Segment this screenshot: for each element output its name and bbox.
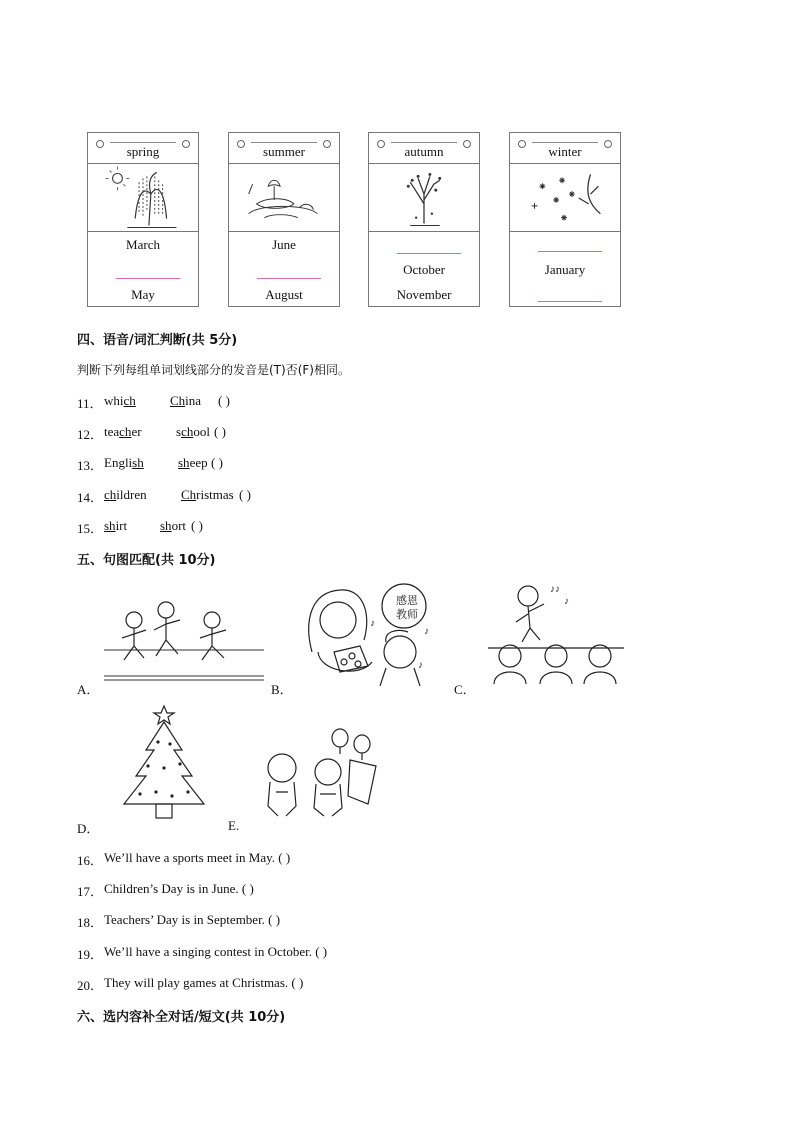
option-label-c: C． <box>454 682 476 697</box>
svg-text:♪: ♪ <box>564 596 569 607</box>
childrens-day-image <box>258 726 378 822</box>
option-label-e: E. <box>228 818 240 833</box>
sentence-text[interactable]: We’ll have a singing contest in October. ( ) <box>104 944 328 959</box>
month-first: June <box>272 237 296 252</box>
answer-blank[interactable] <box>538 251 602 252</box>
sentence-text[interactable]: They will play games at Christmas. ( ) <box>104 975 304 990</box>
card-header <box>88 133 198 164</box>
option-label-a: A． <box>77 682 100 697</box>
season-label: summer <box>263 144 305 159</box>
singing-contest-image <box>488 578 624 684</box>
answer-paren[interactable]: ( ) <box>211 455 223 470</box>
month-first: October <box>403 262 445 277</box>
teachers-day-image <box>300 582 442 686</box>
answer-paren[interactable]: ( ) <box>239 487 251 502</box>
answer-blank[interactable] <box>397 253 461 254</box>
season-label: winter <box>548 144 582 159</box>
month-first: January <box>544 262 586 277</box>
season-card-winter <box>509 132 621 307</box>
answer-blank[interactable] <box>538 301 602 302</box>
svg-text:♪: ♪ <box>424 626 429 637</box>
answer-paren[interactable]: ( ) <box>214 424 226 439</box>
answer-paren[interactable]: ( ) <box>191 518 203 533</box>
option-label-d: D． <box>77 821 100 836</box>
willow-tree-sun-icon <box>88 164 198 231</box>
christmas-tree-image <box>118 704 210 822</box>
svg-text:♪: ♪ <box>418 660 423 671</box>
answer-blank[interactable] <box>116 278 180 279</box>
answer-blank[interactable] <box>257 278 321 279</box>
svg-text:感恩: 感恩 <box>396 594 418 607</box>
instruction: 判断下列每组单词划线部分的发音是(T)否(F)相同。 <box>77 363 350 377</box>
running-children-image <box>104 598 264 682</box>
card-header <box>229 133 339 164</box>
sentence-text[interactable]: We’ll have a sports meet in May. ( ) <box>104 850 291 865</box>
svg-text:教师: 教师 <box>396 608 418 621</box>
season-card-summer <box>228 132 340 307</box>
option-label-b: B． <box>271 682 293 697</box>
sentence-text[interactable]: Teachers’ Day is in September. ( ) <box>104 912 281 927</box>
card-header <box>510 133 620 164</box>
season-label: autumn <box>404 144 444 159</box>
answer-paren[interactable]: ( ) <box>218 393 230 408</box>
section-title: 四、语音/词汇判断(共 5分) <box>77 333 238 348</box>
lotus-pond-icon <box>229 164 339 231</box>
section-title: 五、句图匹配(共 10分) <box>77 553 216 568</box>
card-header <box>369 133 479 164</box>
season-card-autumn <box>368 132 480 307</box>
sentence-text[interactable]: Children’s Day is in June. ( ) <box>104 881 254 896</box>
svg-text:♪: ♪ <box>370 618 375 629</box>
section-title: 六、选内容补全对话/短文(共 10分) <box>77 1010 286 1025</box>
svg-text:♪♪: ♪♪ <box>550 584 560 595</box>
month-last: August <box>265 287 303 302</box>
autumn-tree-icon <box>369 164 479 231</box>
season-label: spring <box>126 144 160 159</box>
season-card-spring <box>87 132 199 307</box>
month-last: November <box>396 287 452 302</box>
month-first: March <box>126 237 160 252</box>
month-last: May <box>131 287 155 302</box>
snowflake-branch-icon <box>510 164 620 231</box>
